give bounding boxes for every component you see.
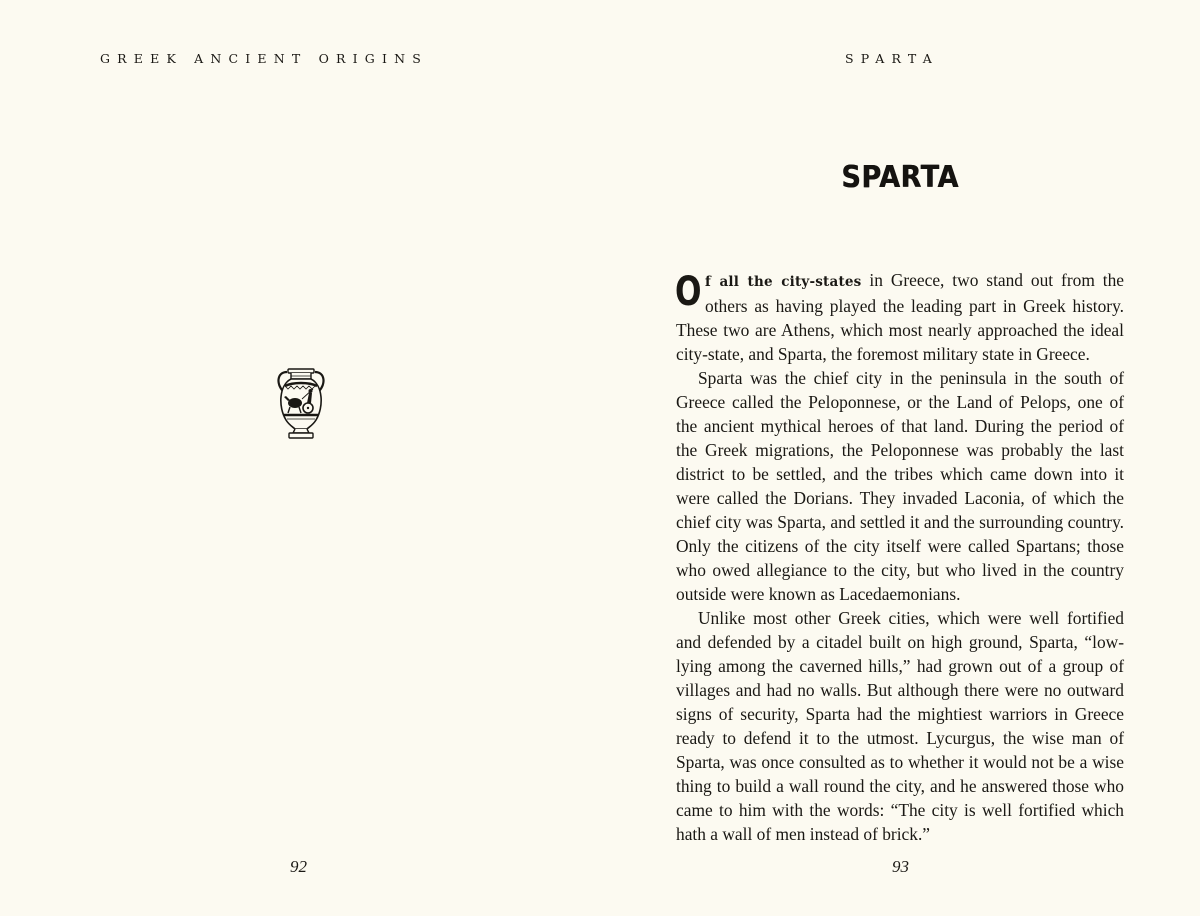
lead-in: f all the city-states: [705, 274, 862, 290]
page-number-right: 93: [892, 857, 909, 876]
page-number-left: 92: [290, 857, 307, 876]
paragraph-1: [676, 268, 1124, 366]
right-page: [600, 0, 1200, 916]
greek-amphora-vase-icon: [273, 367, 329, 441]
chapter-title: SPARTA: [841, 160, 959, 195]
paragraph-3: Unlike most other Greek cities, which were well fortified and defended by a citadel built on high ground, Sparta, “low-lying among the caverned hills,” had grown out of a group of villages and had no walls. But although there were no outward signs of security, Sparta had the mightiest warriors in Greece ready to defend it to the utmost. Lycurgus, the wise man of Sparta, was once consulted as to whether it would not be a wise thing to build a wall round the city, and he answered those who came to him with the words: “The city is well fortified which hath a wall of men instead of brick.”: [676, 608, 1124, 844]
running-head-left: GREEK ANCIENT ORIGINS: [100, 51, 429, 66]
body-text: [676, 268, 1124, 846]
running-head-right: SPARTA: [845, 51, 939, 66]
paragraph-2: Sparta was the chief city in the peninsula in the south of Greece called the Peloponnese, or the Land of Pelops, one of the ancient mythical heroes of that land. During the period of the Greek migrations, the Peloponnese was probably the last district to be settled, and the tribes which came down into it were called the Dorians. They invaded Laconia, of which the chief city was Sparta, and settled it and the surrounding country. Only the citizens of the city itself were called Spartans; those who owed allegiance to the city, but who lived in the country outside were known as Lacedaemonians.: [676, 368, 1124, 604]
paragraph-1-text: in Greece, two stand out from the others as having played the leading part in Greek history. These two are Athens, which most nearly approached the ideal city-state, and Sparta, the foremost military state in Greece.: [676, 270, 1125, 364]
drop-cap: O: [675, 269, 702, 315]
